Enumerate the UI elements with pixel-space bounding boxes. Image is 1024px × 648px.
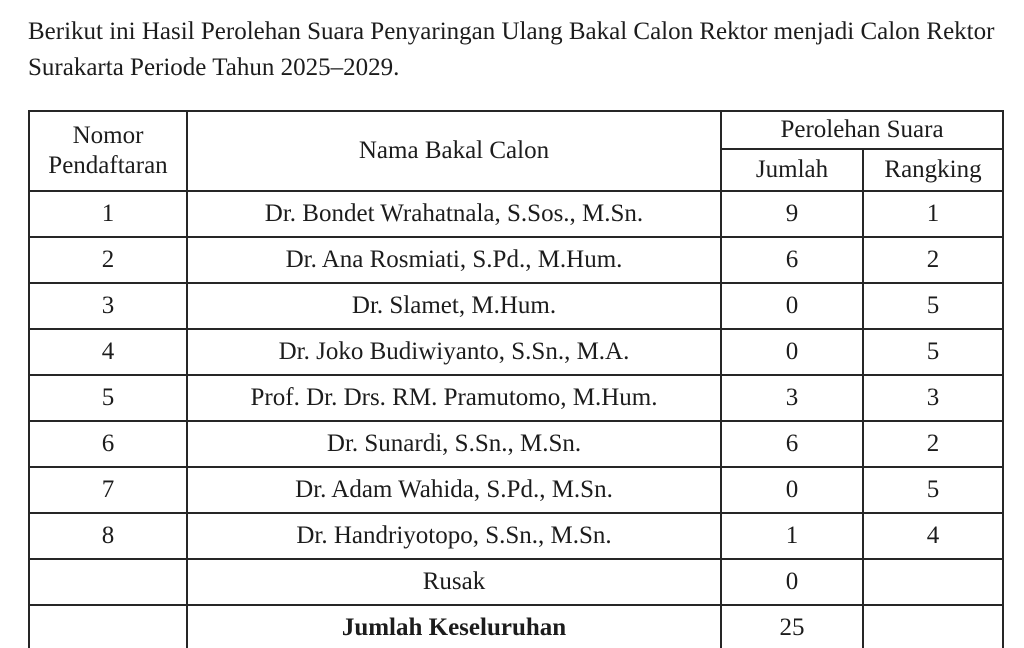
cell-rangking [863, 559, 1003, 605]
cell-jumlah: 0 [721, 467, 863, 513]
cell-nomor [29, 605, 187, 648]
table-row [29, 375, 1003, 421]
header-jumlah: Jumlah [721, 149, 863, 191]
cell-nama: Rusak [187, 559, 721, 605]
header-nama-bakal-calon: Nama Bakal Calon [187, 111, 721, 191]
table-row [29, 329, 1003, 375]
table-row [29, 191, 1003, 237]
cell-rangking: 2 [863, 421, 1003, 467]
header-nomor-line1: Nomor [72, 122, 144, 149]
cell-nama: Prof. Dr. Drs. RM. Pramutomo, M.Hum. [187, 375, 721, 421]
intro-line-2: Surakarta Periode Tahun 2025–2029. [28, 54, 400, 81]
cell-nomor: 4 [29, 329, 187, 375]
results-table [28, 110, 1004, 648]
table-row [29, 559, 1003, 605]
cell-nomor: 1 [29, 191, 187, 237]
table-row [29, 605, 1003, 648]
cell-rangking: 2 [863, 237, 1003, 283]
cell-nomor: 3 [29, 283, 187, 329]
cell-nomor: 7 [29, 467, 187, 513]
cell-jumlah: 0 [721, 283, 863, 329]
cell-jumlah: 9 [721, 191, 863, 237]
table-row [29, 237, 1003, 283]
cell-nama: Dr. Joko Budiwiyanto, S.Sn., M.A. [187, 329, 721, 375]
cell-jumlah: 3 [721, 375, 863, 421]
table-row [29, 513, 1003, 559]
header-row-top [29, 111, 1003, 149]
cell-jumlah: 6 [721, 237, 863, 283]
cell-nomor: 5 [29, 375, 187, 421]
cell-nama: Dr. Slamet, M.Hum. [187, 283, 721, 329]
table-row [29, 467, 1003, 513]
cell-jumlah: 6 [721, 421, 863, 467]
cell-rangking: 1 [863, 191, 1003, 237]
table-body [29, 191, 1003, 648]
cell-nama: Dr. Bondet Wrahatnala, S.Sos., M.Sn. [187, 191, 721, 237]
cell-nomor: 6 [29, 421, 187, 467]
cell-rangking: 4 [863, 513, 1003, 559]
cell-nama: Dr. Sunardi, S.Sn., M.Sn. [187, 421, 721, 467]
header-nomor-line2: Pendaftaran [48, 152, 168, 179]
cell-jumlah: 0 [721, 329, 863, 375]
table-row [29, 421, 1003, 467]
intro-line-1: Berikut ini Hasil Perolehan Suara Penyaringan Ulang Bakal Calon Rektor menjadi Calon Rektor [28, 18, 995, 45]
cell-jumlah: 1 [721, 513, 863, 559]
cell-rangking: 3 [863, 375, 1003, 421]
cell-nama: Dr. Handriyotopo, S.Sn., M.Sn. [187, 513, 721, 559]
cell-rangking: 5 [863, 329, 1003, 375]
cell-nomor [29, 559, 187, 605]
header-perolehan-suara: Perolehan Suara [721, 111, 1003, 149]
cell-nama: Dr. Ana Rosmiati, S.Pd., M.Hum. [187, 237, 721, 283]
cell-nama: Jumlah Keseluruhan [187, 605, 721, 648]
header-nomor-pendaftaran [29, 111, 187, 191]
table-row [29, 283, 1003, 329]
cell-nama: Dr. Adam Wahida, S.Pd., M.Sn. [187, 467, 721, 513]
cell-rangking: 5 [863, 283, 1003, 329]
header-rangking: Rangking [863, 149, 1003, 191]
cell-nomor: 2 [29, 237, 187, 283]
intro-paragraph [28, 14, 1024, 86]
cell-jumlah: 25 [721, 605, 863, 648]
cell-nomor: 8 [29, 513, 187, 559]
cell-rangking [863, 605, 1003, 648]
cell-rangking: 5 [863, 467, 1003, 513]
cell-jumlah: 0 [721, 559, 863, 605]
table-header [29, 111, 1003, 191]
